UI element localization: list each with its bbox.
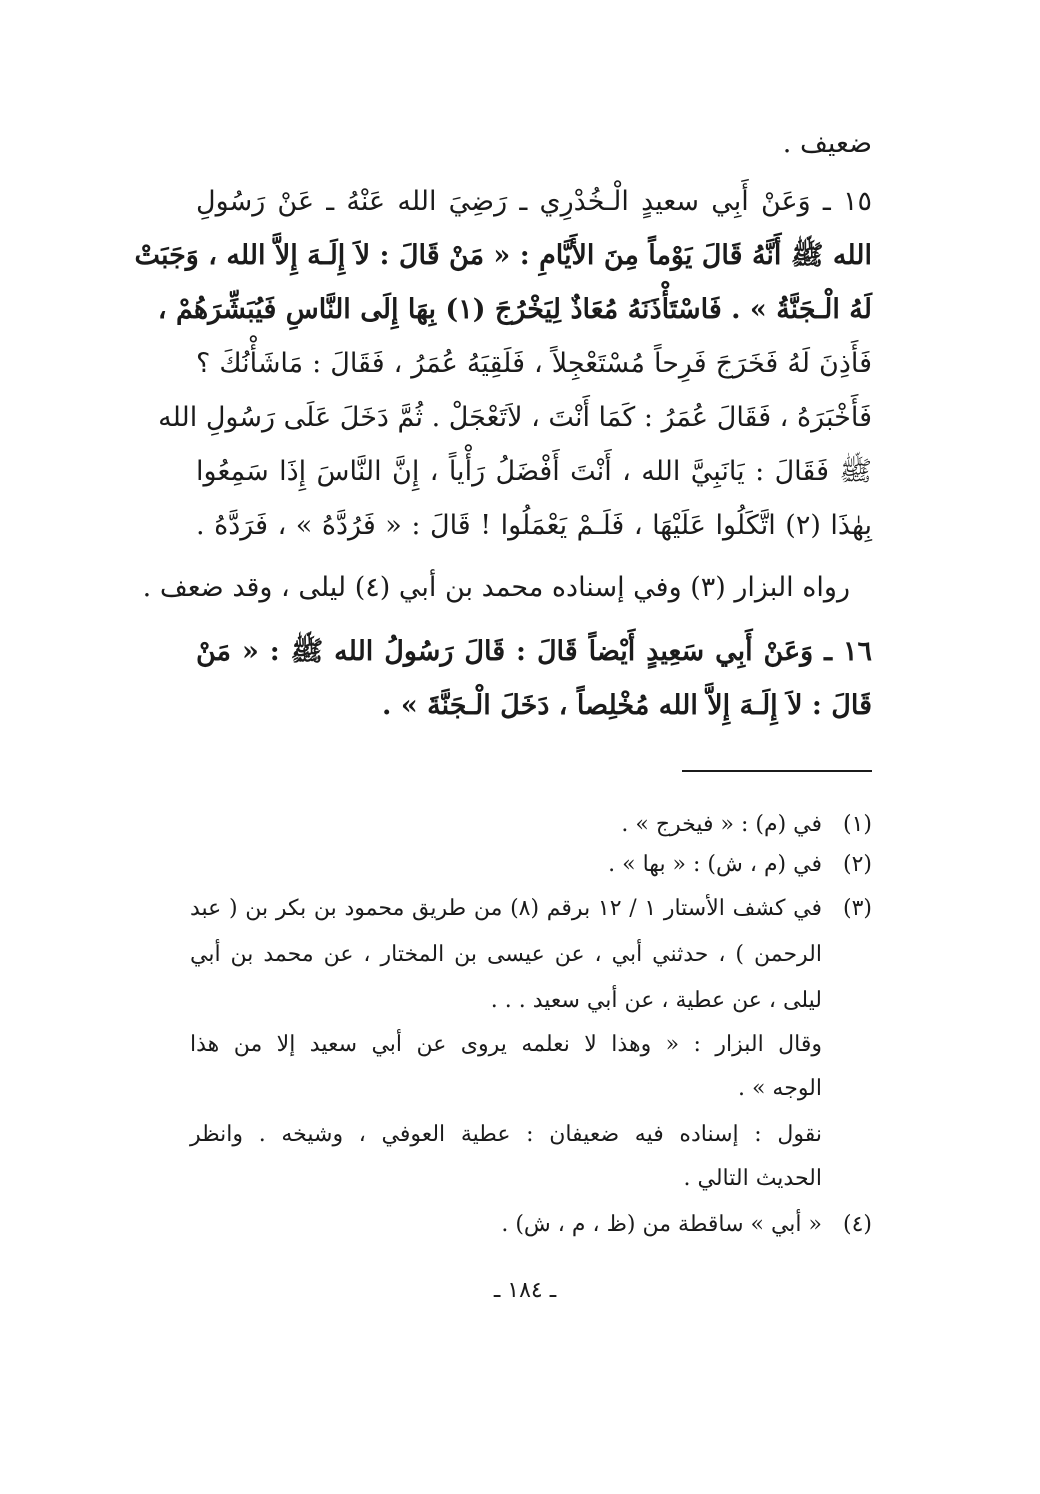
footnote-3-line-4: وقال البزار : « وهذا لا نعلمه يروى عن أبي سعيد إلا من هذا (190, 1032, 822, 1057)
footnote-1: في (م) : « فيخرج » . (621, 812, 822, 837)
footnote-2-number: (٢) (842, 852, 872, 877)
hadith-15-line-3: لَهُ الْـجَنَّةُ » . فَاسْتَأْذَنَهُ مُعَاذٌ لِيَخْرُجَ (١) بِهَا إِلَى النَّاسِ فَيُبَشِّرَهُمْ ، (157, 294, 872, 325)
footnote-1-number: (١) (842, 812, 872, 837)
footnote-3-line-2: الرحمن ) ، حدثني أبي ، عن عيسى بن المختار ، عن محمد بن أبي (190, 942, 822, 967)
footnote-3-line-5: الوجه » . (737, 1076, 822, 1101)
footnote-3-number: (٣) (842, 896, 872, 921)
page-number: ـ ١٨٤ ـ (493, 1278, 557, 1303)
top-word: ضعيف . (782, 128, 872, 159)
footnote-3-line-7: الحديث التالي . (683, 1166, 822, 1191)
hadith-15-line-7: بِهٰذَا (٢) اتَّكَلُوا عَلَيْهَا ، فَلَـمْ يَعْمَلُوا ! قَالَ : « فَرُدَّهُ » ، فَرَدَّهُ . (196, 510, 873, 541)
hadith-15-source: رواه البزار (٣) وفي إسناده محمد بن أبي (٤) ليلى ، وقد ضعف . (142, 572, 850, 603)
footnote-divider (682, 770, 872, 772)
hadith-15-line-2: الله ﷺ أَنَّهُ قَالَ يَوْماً مِنَ الأَيَّامِ : « مَنْ قَالَ : لاَ إِلَـهَ إِلاَّ الله ، وَجَبَتْ (134, 240, 872, 271)
hadith-16-line-1: ١٦ ـ وَعَنْ أَبِي سَعِيدٍ أَيْضاً قَالَ : قَالَ رَسُولُ الله ﷺ : « مَنْ (196, 636, 872, 667)
hadith-15-line-1: ١٥ ـ وَعَنْ أَبِي سعيدٍ الْـخُدْرِي ـ رَضِيَ الله عَنْهُ ـ عَنْ رَسُولِ (196, 186, 872, 217)
footnote-3-line-1: في كشف الأستار ١ / ١٢ برقم (٨) من طريق محمود بن بكر بن ( عبد (190, 896, 823, 921)
footnote-3-line-3: ليلى ، عن عطية ، عن أبي سعيد . . . (490, 988, 822, 1013)
hadith-15-line-6: ﷺ فَقَالَ : يَانَبِيَّ الله ، أَنْتَ أَفْضَلُ رَأْياً ، إِنَّ النَّاسَ إِذَا سَمِعُوا (196, 456, 872, 487)
footnote-4-number: (٤) (842, 1212, 872, 1237)
hadith-16-line-2: قَالَ : لاَ إِلَـهَ إِلاَّ الله مُخْلِصاً ، دَخَلَ الْـجَنَّةَ » . (382, 690, 872, 721)
hadith-15-line-4: فَأَذِنَ لَهُ فَخَرَجَ فَرِحاً مُسْتَعْجِلاً ، فَلَقِيَهُ عُمَرُ ، فَقَالَ : مَاشَأْنُكَ ؟ (196, 348, 872, 379)
footnote-4: « أبي » ساقطة من (ظ ، م ، ش) . (501, 1212, 822, 1237)
footnote-3-line-6: نقول : إسناده فيه ضعيفان : عطية العوفي ، وشيخه . وانظر (190, 1122, 822, 1147)
footnote-2: في (م ، ش) : « بها » . (608, 852, 822, 877)
hadith-15-line-5: فَأَخْبَرَهُ ، فَقَالَ عُمَرُ : كَمَا أَنْتَ ، لاَتَعْجَلْ . ثُمَّ دَخَلَ عَلَى رَسُولِ الله (158, 402, 872, 433)
